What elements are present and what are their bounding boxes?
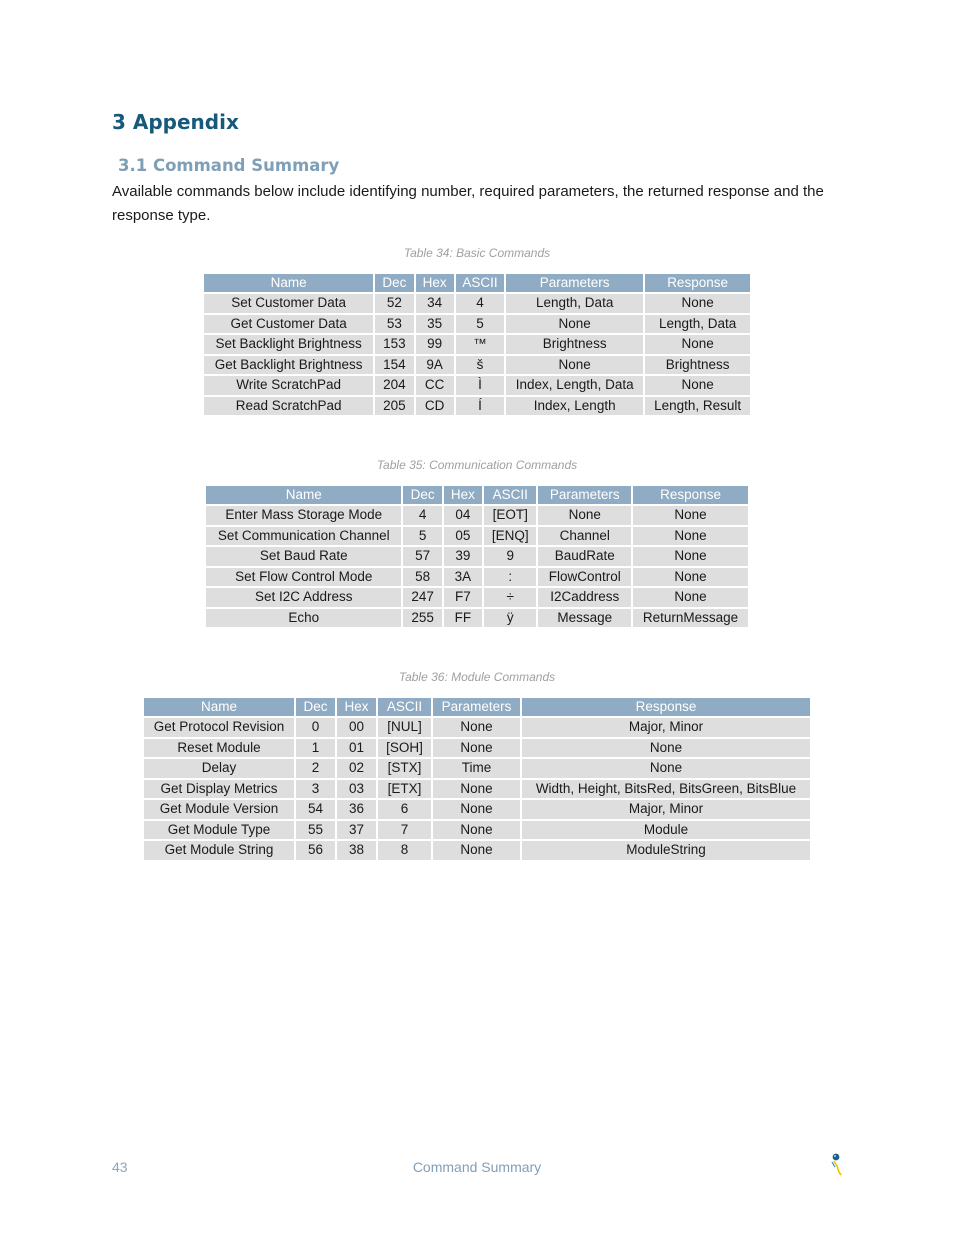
table-cell: [SOH] xyxy=(378,739,431,758)
column-header: Response xyxy=(522,698,810,716)
column-header: ASCII xyxy=(484,486,536,504)
table-cell: Length, Data xyxy=(506,294,643,313)
column-header: Parameters xyxy=(538,486,631,504)
matrix-orbital-logo-icon xyxy=(826,1150,846,1176)
table-row xyxy=(144,718,810,737)
table-cell: Set Backlight Brightness xyxy=(204,335,373,354)
table-cell: None xyxy=(538,506,631,525)
table-row xyxy=(144,780,810,799)
column-header: Hex xyxy=(444,486,482,504)
table-cell: 00 xyxy=(337,718,376,737)
column-header: Name xyxy=(206,486,401,504)
table-cell: None xyxy=(433,800,520,819)
table-cell: Get Module Version xyxy=(144,800,294,819)
table-cell: 55 xyxy=(296,821,335,840)
table-header-row xyxy=(206,486,748,504)
table-row xyxy=(204,294,750,313)
table-cell: 0 xyxy=(296,718,335,737)
table-cell: 6 xyxy=(378,800,431,819)
intro-paragraph: Available commands below include identifying number, required parameters, the returned response and the response type. xyxy=(112,183,824,224)
table-cell: None xyxy=(633,588,748,607)
section-heading: 3.1 Command Summary xyxy=(118,156,340,175)
table-caption: Table 36: Module Commands xyxy=(398,670,556,684)
table-cell: š xyxy=(456,356,504,375)
table-cell: 36 xyxy=(337,800,376,819)
table-cell: Set Customer Data xyxy=(204,294,373,313)
table-cell: ÷ xyxy=(484,588,536,607)
table-row xyxy=(144,739,810,758)
table-cell: Get Display Metrics xyxy=(144,780,294,799)
table-cell: 53 xyxy=(375,315,413,334)
table-cell: 01 xyxy=(337,739,376,758)
table-cell: None xyxy=(633,506,748,525)
column-header: Name xyxy=(144,698,294,716)
table-cell: Message xyxy=(538,609,631,628)
column-header: Response xyxy=(645,274,750,292)
table-cell: None xyxy=(645,376,750,395)
table-cell: Delay xyxy=(144,759,294,778)
column-header: Name xyxy=(204,274,373,292)
table-cell: 8 xyxy=(378,841,431,860)
table-row xyxy=(144,821,810,840)
communication-commands-table xyxy=(204,484,750,629)
table-row xyxy=(144,841,810,860)
column-header: Dec xyxy=(375,274,413,292)
table-cell: None xyxy=(506,356,643,375)
table-cell: 205 xyxy=(375,397,413,416)
table-cell: ÿ xyxy=(484,609,536,628)
table-cell: Get Backlight Brightness xyxy=(204,356,373,375)
table-cell: 154 xyxy=(375,356,413,375)
table-cell: 38 xyxy=(337,841,376,860)
table-header-row xyxy=(204,274,750,292)
table-row xyxy=(206,588,748,607)
table-cell: Get Protocol Revision xyxy=(144,718,294,737)
table-cell: Width, Height, BitsRed, BitsGreen, BitsBlue xyxy=(522,780,810,799)
table-cell: Length, Result xyxy=(645,397,750,416)
table-cell: 204 xyxy=(375,376,413,395)
table-cell: [NUL] xyxy=(378,718,431,737)
table-cell: CD xyxy=(416,397,454,416)
table-cell: None xyxy=(522,739,810,758)
table-cell: 4 xyxy=(403,506,441,525)
table-cell: Set I2C Address xyxy=(206,588,401,607)
column-header: Hex xyxy=(337,698,376,716)
table-cell: ReturnMessage xyxy=(633,609,748,628)
table-cell: 5 xyxy=(403,527,441,546)
table-cell: [EOT] xyxy=(484,506,536,525)
table-cell: Get Module Type xyxy=(144,821,294,840)
table-row xyxy=(144,759,810,778)
table-cell: 5 xyxy=(456,315,504,334)
table-cell: FF xyxy=(444,609,482,628)
table-cell: ™ xyxy=(456,335,504,354)
table-cell: Time xyxy=(433,759,520,778)
table-cell: None xyxy=(506,315,643,334)
table-cell: 1 xyxy=(296,739,335,758)
table-cell: 34 xyxy=(416,294,454,313)
column-header: ASCII xyxy=(378,698,431,716)
page-heading: 3 Appendix xyxy=(112,110,239,134)
table-row xyxy=(206,506,748,525)
column-header: Hex xyxy=(416,274,454,292)
footer-section-title: Command Summary xyxy=(412,1159,542,1175)
table-row xyxy=(206,609,748,628)
table-row xyxy=(204,335,750,354)
table-cell: Get Module String xyxy=(144,841,294,860)
table-cell: BaudRate xyxy=(538,547,631,566)
table-caption: Table 35: Communication Commands xyxy=(376,458,578,472)
table-cell: Channel xyxy=(538,527,631,546)
table-cell: 7 xyxy=(378,821,431,840)
table-cell: Echo xyxy=(206,609,401,628)
table-cell: None xyxy=(433,821,520,840)
table-cell: Length, Data xyxy=(645,315,750,334)
table-cell: Brightness xyxy=(506,335,643,354)
table-cell: Set Flow Control Mode xyxy=(206,568,401,587)
table-row xyxy=(206,547,748,566)
table-cell: None xyxy=(433,718,520,737)
table-cell: I2Caddress xyxy=(538,588,631,607)
table-cell: None xyxy=(645,335,750,354)
column-header: Dec xyxy=(296,698,335,716)
table-cell: Read ScratchPad xyxy=(204,397,373,416)
table-cell: 3 xyxy=(296,780,335,799)
table-row xyxy=(204,376,750,395)
table-cell: Write ScratchPad xyxy=(204,376,373,395)
table-cell: 57 xyxy=(403,547,441,566)
table-cell: 39 xyxy=(444,547,482,566)
table-cell: 02 xyxy=(337,759,376,778)
column-header: Response xyxy=(633,486,748,504)
table-cell: 03 xyxy=(337,780,376,799)
table-cell: 54 xyxy=(296,800,335,819)
column-header: Parameters xyxy=(506,274,643,292)
column-header: Parameters xyxy=(433,698,520,716)
table-row xyxy=(206,527,748,546)
table-cell: None xyxy=(433,780,520,799)
column-header: Dec xyxy=(403,486,441,504)
table-cell: Module xyxy=(522,821,810,840)
table-cell: 9A xyxy=(416,356,454,375)
table-cell: [STX] xyxy=(378,759,431,778)
table-row xyxy=(206,568,748,587)
table-cell: [ETX] xyxy=(378,780,431,799)
table-cell: Í xyxy=(456,397,504,416)
table-row xyxy=(144,800,810,819)
page-number: 43 xyxy=(112,1159,128,1175)
table-cell: F7 xyxy=(444,588,482,607)
table-cell: 99 xyxy=(416,335,454,354)
table-cell: 56 xyxy=(296,841,335,860)
table-cell: Index, Length xyxy=(506,397,643,416)
table-caption: Table 34: Basic Commands xyxy=(403,246,551,260)
table-cell: FlowControl xyxy=(538,568,631,587)
table-cell: Major, Minor xyxy=(522,800,810,819)
table-row xyxy=(204,356,750,375)
table-cell: Set Communication Channel xyxy=(206,527,401,546)
table-cell: 2 xyxy=(296,759,335,778)
table-row xyxy=(204,315,750,334)
table-cell: Reset Module xyxy=(144,739,294,758)
table-cell: 3A xyxy=(444,568,482,587)
table-header-row xyxy=(144,698,810,716)
table-cell: Index, Length, Data xyxy=(506,376,643,395)
table-cell: 255 xyxy=(403,609,441,628)
table-cell: 35 xyxy=(416,315,454,334)
table-cell: 153 xyxy=(375,335,413,354)
table-cell: None xyxy=(433,841,520,860)
table-cell: None xyxy=(645,294,750,313)
table-row xyxy=(204,397,750,416)
table-cell: 04 xyxy=(444,506,482,525)
table-cell: Get Customer Data xyxy=(204,315,373,334)
table-cell: : xyxy=(484,568,536,587)
table-cell: None xyxy=(433,739,520,758)
table-cell: CC xyxy=(416,376,454,395)
table-cell: 52 xyxy=(375,294,413,313)
table-cell: Enter Mass Storage Mode xyxy=(206,506,401,525)
table-cell: [ENQ] xyxy=(484,527,536,546)
table-cell: 05 xyxy=(444,527,482,546)
module-commands-table xyxy=(142,696,812,862)
table-cell: Brightness xyxy=(645,356,750,375)
table-cell: None xyxy=(633,568,748,587)
table-cell: 58 xyxy=(403,568,441,587)
table-cell: None xyxy=(522,759,810,778)
column-header: ASCII xyxy=(456,274,504,292)
table-cell: ModuleString xyxy=(522,841,810,860)
table-cell: None xyxy=(633,547,748,566)
table-cell: Set Baud Rate xyxy=(206,547,401,566)
table-cell: 37 xyxy=(337,821,376,840)
table-cell: 9 xyxy=(484,547,536,566)
basic-commands-table xyxy=(202,272,752,417)
table-cell: Major, Minor xyxy=(522,718,810,737)
table-cell: None xyxy=(633,527,748,546)
table-cell: 4 xyxy=(456,294,504,313)
table-cell: 247 xyxy=(403,588,441,607)
table-cell: Ì xyxy=(456,376,504,395)
